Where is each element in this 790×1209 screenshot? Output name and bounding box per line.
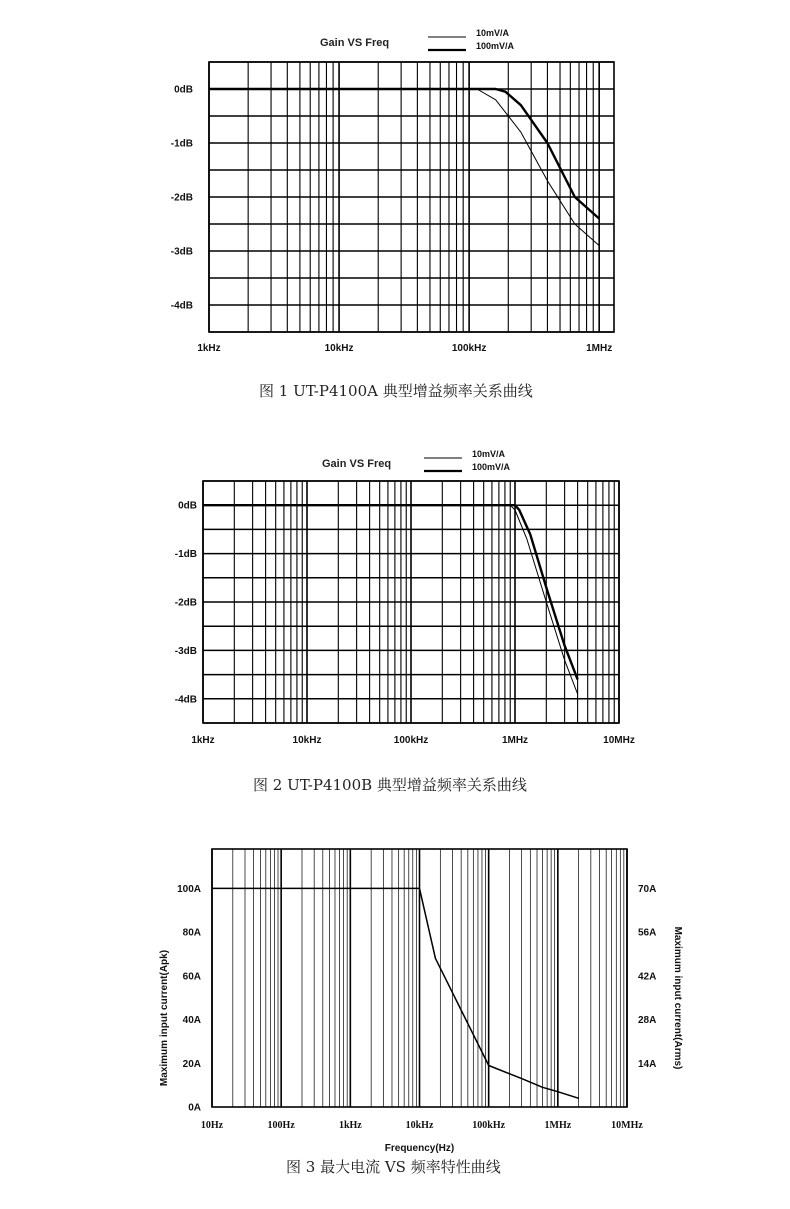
y-axis-label: Maximum input current(Apk) [159, 949, 170, 1087]
y-tick-label: -1dB [170, 138, 193, 150]
series-line-1 [212, 888, 579, 1098]
x-tick-label: 100kHz [451, 343, 487, 354]
x-tick-label: 1MHz [586, 343, 613, 354]
x-tick-label: 100kHz [393, 735, 429, 746]
y-tick-label: 100A [177, 883, 201, 895]
x-tick-label: 100Hz [267, 1120, 295, 1131]
x-tick-label: 1MHz [501, 735, 529, 746]
y-tick-label: 0dB [178, 500, 197, 512]
legend-label: 100mV/A [476, 41, 515, 51]
x-tick-label: 10MHz [611, 1120, 643, 1131]
x-tick-label: 1MHz [544, 1120, 572, 1131]
y-tick-label: 80A [182, 927, 201, 939]
chart-b-caption: 图 2 UT-P4100B 典型增益频率关系曲线 [253, 776, 527, 794]
y-tick-label: -3dB [170, 246, 193, 258]
legend-label: 10mV/A [476, 28, 510, 38]
y-tick-label: -4dB [170, 300, 193, 312]
y-tick-label-right: 42A [638, 971, 657, 983]
y-tick-label: 60A [182, 971, 201, 983]
x-tick-label: 10kHz [324, 343, 354, 354]
legend-label: 10mV/A [472, 449, 506, 459]
chart-c-caption: 图 3 最大电流 VS 频率特性曲线 [286, 1158, 501, 1176]
y-tick-label: -2dB [174, 597, 197, 609]
x-tick-label: 1kHz [338, 1120, 362, 1131]
y-tick-label-right: 28A [638, 1015, 657, 1027]
y-tick-label: 20A [182, 1058, 201, 1070]
y-tick-label: -3dB [174, 645, 197, 657]
y-tick-label: -4dB [174, 694, 197, 706]
x-tick-label: 10Hz [200, 1120, 224, 1131]
x-tick-label: 1kHz [191, 735, 215, 746]
y-tick-label-right: 70A [638, 883, 657, 895]
y-tick-label: -1dB [174, 549, 197, 561]
y-tick-label-right: 56A [638, 927, 657, 939]
chart-a-caption: 图 1 UT-P4100A 典型增益频率关系曲线 [259, 382, 533, 400]
y-tick-label: 0A [188, 1102, 201, 1114]
y-axis-label-right: Maximum input current(Arms) [672, 926, 683, 1070]
y-tick-label-right: 14A [638, 1058, 657, 1070]
x-tick-label: 10MHz [603, 735, 635, 746]
legend-label: 100mV/A [472, 462, 511, 472]
chart-title: Gain VS Freq [322, 458, 392, 470]
x-tick-label: 1kHz [197, 343, 221, 354]
x-tick-label: 10kHz [405, 1120, 434, 1131]
y-tick-label: 0dB [174, 84, 193, 96]
y-tick-label: -2dB [170, 192, 193, 204]
x-tick-label: 10kHz [292, 735, 322, 746]
y-tick-label: 40A [182, 1015, 201, 1027]
x-axis-label: Frequency(Hz) [384, 1143, 455, 1154]
chart-title: Gain VS Freq [320, 37, 390, 49]
x-tick-label: 100kHz [472, 1120, 506, 1131]
